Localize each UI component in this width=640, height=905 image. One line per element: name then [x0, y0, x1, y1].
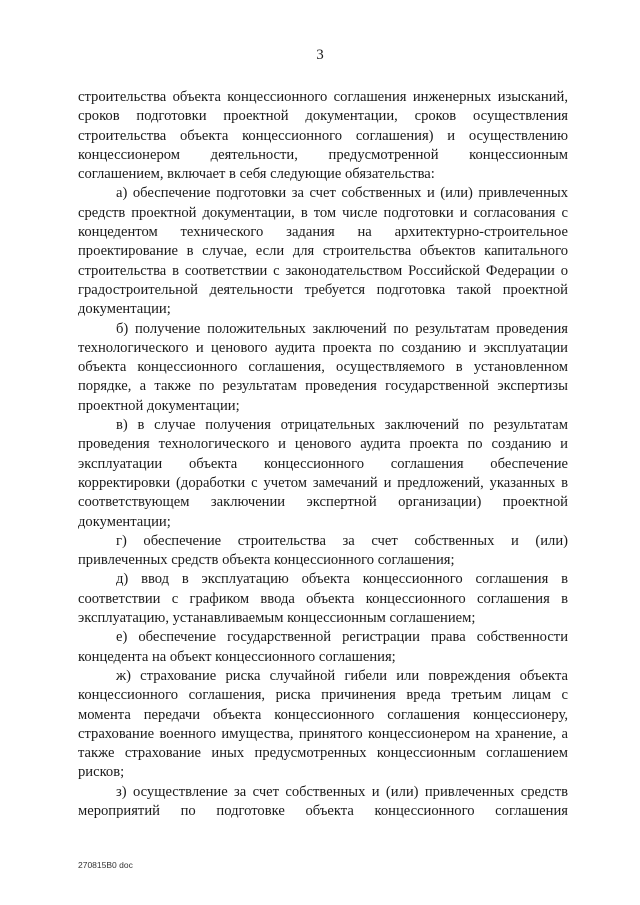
paragraph-item-b: б) получение положительных заключений по результатам проведения технологического и ценового аудита проекта по созданию и эксплуатации объекта концессионного соглашения, осуществляемого в установленном порядке, а также по результатам проведения государственной экспертизы проектной документации;	[78, 320, 568, 414]
paragraph-item-e: е) обеспечение государственной регистрации права собственности концедента на объект концессионного соглашения;	[78, 629, 568, 665]
paragraph-item-z: з) осуществление за счет собственных и (или) привлеченных средств мероприятий по подготовке объекта концессионного соглашения	[78, 783, 568, 819]
paragraph-item-zh: ж) страхование риска случайной гибели или повреждения объекта концессионного соглашения, риска причинения вреда третьим лицам с момента передачи объекта концессионного соглашения концессионеру, страхование военного имущества, принятого концессионером на хранение, а также страхование иных предусмотренных концессионным соглашением рисков;	[78, 667, 568, 781]
paragraph-item-d: д) ввод в эксплуатацию объекта концессионного соглашения в соответствии с графиком ввода объекта концессионного соглашения в эксплуатацию, устанавливаемым концессионным соглашением;	[78, 571, 568, 627]
paragraph-item-v: в) в случае получения отрицательных заключений по результатам проведения технологического и ценового аудита проекта по созданию и эксплуатации объекта концессионного соглашения обеспечение корректировки (доработки с учетом замечаний и предложений, указанных в соответствующем заключении экспертной организации) проектной документации;	[78, 417, 568, 530]
page-number: 3	[316, 47, 324, 63]
document-body	[78, 88, 568, 821]
paragraph-intro: строительства объекта концессионного соглашения инженерных изысканий, сроков подготовки проектной документации, сроков осуществления строительства объекта концессионного соглашения) и осуществлению концессионером деятельности, предусмотренной концессионным соглашением, включает в себя следующие обязательства:	[78, 89, 568, 183]
paragraph-item-g: г) обеспечение строительства за счет собственных и (или) привлеченных средств объекта концессионного соглашения;	[78, 532, 568, 569]
document-footer-code: 270815B0 doc	[78, 860, 133, 870]
paragraph-item-a: а) обеспечение подготовки за счет собственных и (или) привлеченных средств проектной документации, в том числе подготовки и согласования с концедентом технического задания на архитектурно-строительное проектирование в случае, если для строительства объектов капитального строительства в соответствии с законодательством Российской Федерации о градостроительной деятельности требуется подготовка такой проектной документации;	[78, 185, 568, 318]
